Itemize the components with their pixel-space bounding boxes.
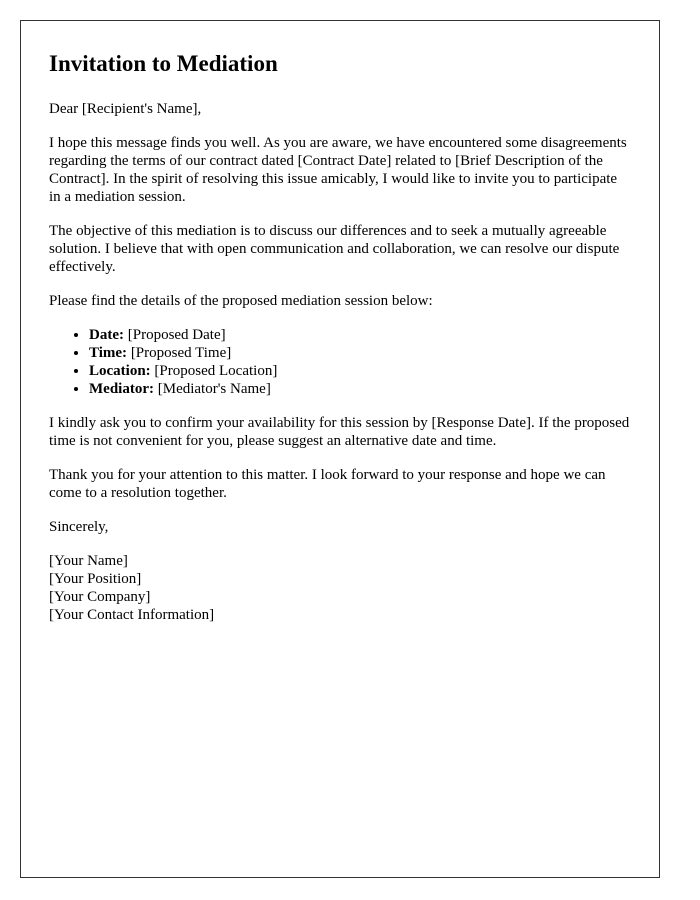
thanks-paragraph: Thank you for your attention to this matter. I look forward to your response and hope we can come to a resolution together. bbox=[49, 467, 606, 501]
intro-paragraph: I hope this message finds you well. As you are aware, we have encountered some disagreements regarding the terms of our contract dated [Contract Date] related to [Brief Description of the Contract]. In the spirit of resolving this issue amicably, I would like to invite you to participate in a mediation session. bbox=[49, 135, 627, 205]
detail-label: Mediator: bbox=[89, 381, 154, 397]
signature-position: [Your Position] bbox=[49, 571, 142, 587]
detail-mediator bbox=[89, 380, 631, 398]
detail-date bbox=[89, 326, 631, 344]
detail-value: [Proposed Location] bbox=[154, 363, 278, 379]
details-intro-paragraph: Please find the details of the proposed mediation session below: bbox=[49, 293, 433, 309]
letter-page bbox=[20, 20, 660, 878]
detail-label: Date: bbox=[89, 327, 124, 343]
detail-label: Location: bbox=[89, 363, 151, 379]
letter-title: Invitation to Mediation bbox=[49, 51, 278, 76]
detail-label: Time: bbox=[89, 345, 128, 361]
confirmation-paragraph: I kindly ask you to confirm your availability for this session by [Response Date]. If the proposed time is not convenient for you, please suggest an alternative date and time. bbox=[49, 415, 630, 449]
sign-off: Sincerely, bbox=[49, 519, 109, 535]
signature-company: [Your Company] bbox=[49, 589, 151, 605]
signature-contact: [Your Contact Information] bbox=[49, 607, 215, 623]
greeting: Dear [Recipient's Name], bbox=[49, 101, 202, 117]
signature-name: [Your Name] bbox=[49, 553, 128, 569]
detail-location bbox=[89, 362, 631, 380]
detail-time bbox=[89, 344, 631, 362]
signature-block bbox=[49, 552, 631, 624]
detail-value: [Proposed Date] bbox=[127, 327, 226, 343]
session-details-list bbox=[49, 326, 631, 398]
objective-paragraph: The objective of this mediation is to discuss our differences and to seek a mutually agreeable solution. I believe that with open communication and collaboration, we can resolve our dispute effectively. bbox=[49, 223, 620, 275]
detail-value: [Mediator's Name] bbox=[157, 381, 271, 397]
detail-value: [Proposed Time] bbox=[130, 345, 232, 361]
